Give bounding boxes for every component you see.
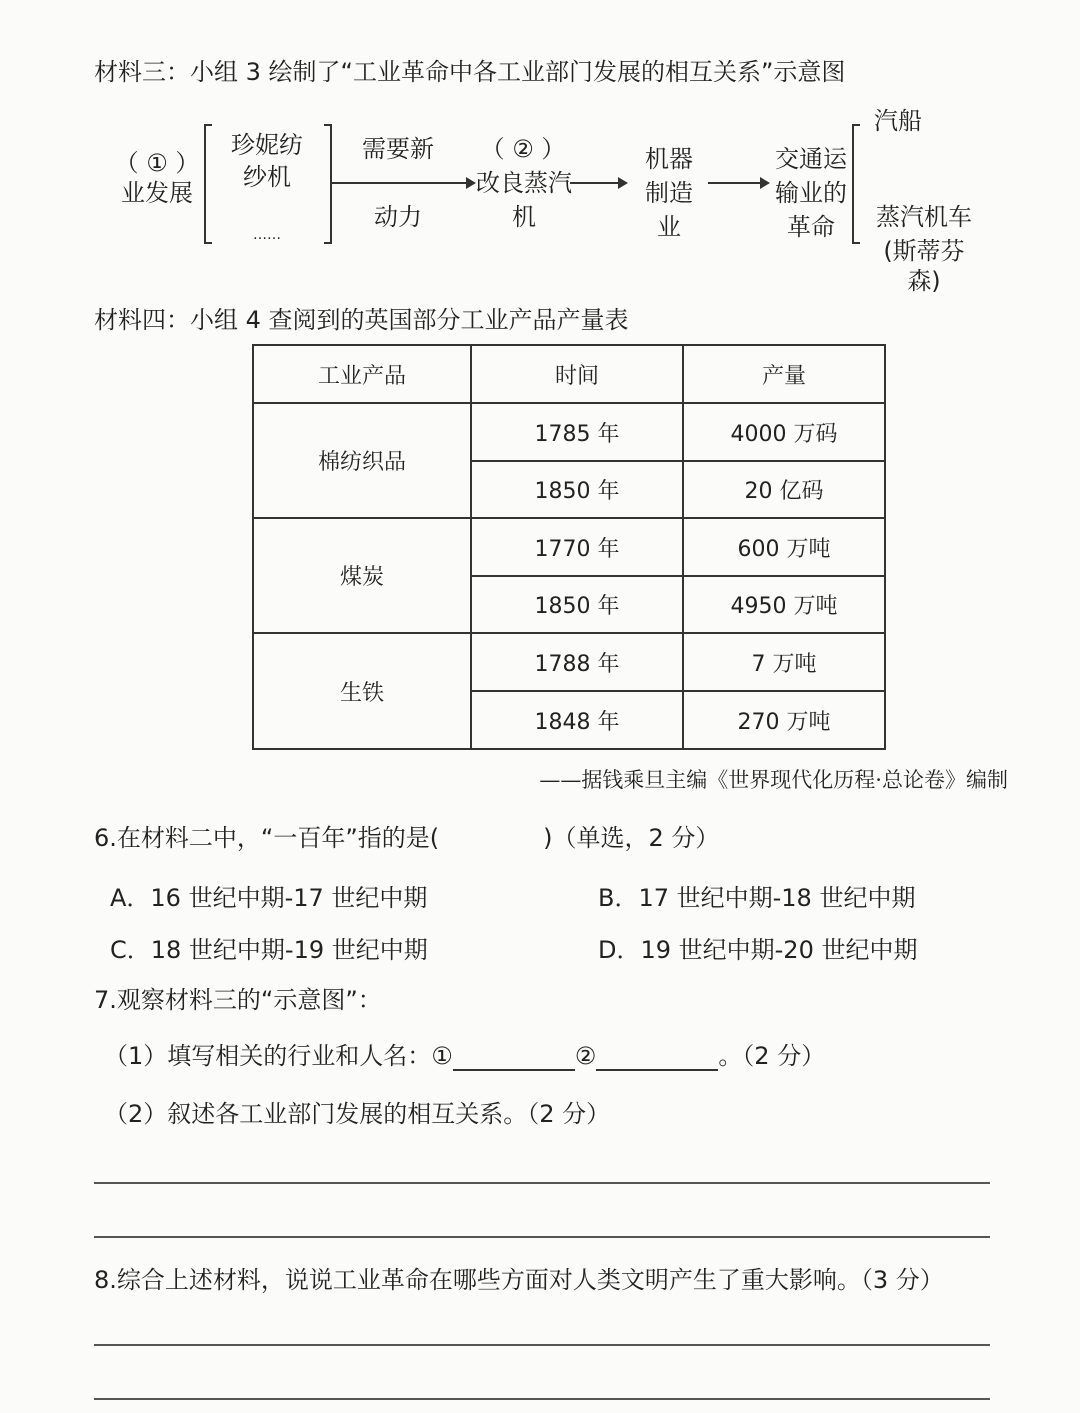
material3-heading: 材料三：小组 3 绘制了“工业革命中各工业部门发展的相互关系”示意图 bbox=[94, 58, 846, 86]
quantity-cell: 600 万吨 bbox=[683, 518, 885, 576]
diagram-output-locomotive: 蒸汽机车 bbox=[876, 203, 972, 231]
answer-line[interactable] bbox=[94, 1398, 990, 1400]
right-bracket bbox=[852, 124, 860, 244]
quantity-cell: 4000 万码 bbox=[683, 403, 885, 461]
production-table bbox=[252, 344, 886, 750]
year-cell: 1785 年 bbox=[471, 403, 683, 461]
quantity-cell: 270 万吨 bbox=[683, 691, 885, 749]
year-cell: 1850 年 bbox=[471, 576, 683, 633]
diagram-need-top: 需要新 bbox=[362, 135, 434, 163]
arrow-1 bbox=[330, 182, 474, 184]
diagram-invention-line1: 珍妮纺 bbox=[231, 131, 303, 159]
answer-line[interactable] bbox=[94, 1236, 990, 1238]
diagram-invention-more: …… bbox=[253, 227, 281, 243]
q6-option-d[interactable]: D．19 世纪中期-20 世纪中期 bbox=[598, 936, 918, 964]
diagram-output-stephenson: (斯蒂芬森) bbox=[883, 237, 965, 295]
table-header-time: 时间 bbox=[471, 345, 683, 403]
left-bracket-close bbox=[324, 124, 332, 244]
q7-part2: （2）叙述各工业部门发展的相互关系。（2 分） bbox=[104, 1100, 611, 1128]
q6-stem: 6.在材料二中，“一百年”指的是( )（单选，2 分） bbox=[94, 824, 720, 852]
arrow-3 bbox=[708, 182, 768, 184]
q8-stem: 8.综合上述材料，说说工业革命在哪些方面对人类文明产生了重大影响。（3 分） bbox=[94, 1266, 944, 1294]
diagram-need-bottom: 动力 bbox=[374, 203, 422, 231]
year-cell: 1848 年 bbox=[471, 691, 683, 749]
diagram-invention-line2: 纱机 bbox=[243, 163, 291, 191]
diagram-slot-2: （ ② ） bbox=[480, 135, 566, 163]
q7-stem: 7.观察材料三的“示意图”： bbox=[94, 986, 382, 1014]
diagram-transport-line3: 革命 bbox=[787, 213, 835, 241]
diagram-slot-1: （ ① ） bbox=[114, 149, 200, 177]
quantity-cell: 20 亿码 bbox=[683, 461, 885, 518]
table-row bbox=[253, 403, 885, 461]
material4-heading: 材料四：小组 4 查阅到的英国部分工业产品产量表 bbox=[94, 306, 629, 334]
quantity-cell: 4950 万吨 bbox=[683, 576, 885, 633]
diagram-machine-line1: 机器 bbox=[645, 145, 693, 173]
table-source: ——据钱乘旦主编《世界现代化历程·总论卷》编制 bbox=[539, 768, 1008, 792]
diagram-machine-line2: 制造 bbox=[645, 179, 693, 207]
diagram-slot-1-sub: 业发展 bbox=[121, 179, 193, 207]
diagram-steam-line2: 机 bbox=[512, 203, 536, 231]
diagram-transport-line2: 输业的 bbox=[775, 179, 847, 207]
year-cell: 1850 年 bbox=[471, 461, 683, 518]
diagram-output-steamship: 汽船 bbox=[874, 107, 922, 135]
product-cell: 棉纺织品 bbox=[253, 403, 471, 518]
q6-option-c[interactable]: C．18 世纪中期-19 世纪中期 bbox=[110, 936, 428, 964]
product-cell: 生铁 bbox=[253, 633, 471, 749]
left-bracket-open bbox=[204, 124, 212, 244]
answer-line[interactable] bbox=[94, 1344, 990, 1346]
q6-option-a[interactable]: A．16 世纪中期-17 世纪中期 bbox=[110, 884, 428, 912]
table-row bbox=[253, 633, 885, 691]
q7-part1: （1）填写相关的行业和人名：① ② 。（2 分） bbox=[104, 1042, 826, 1070]
table-header-product: 工业产品 bbox=[253, 345, 471, 403]
diagram-transport-line1: 交通运 bbox=[775, 145, 847, 173]
product-cell: 煤炭 bbox=[253, 518, 471, 633]
diagram-steam-line1: 改良蒸汽 bbox=[476, 169, 572, 197]
year-cell: 1788 年 bbox=[471, 633, 683, 691]
quantity-cell: 7 万吨 bbox=[683, 633, 885, 691]
table-row bbox=[253, 518, 885, 576]
year-cell: 1770 年 bbox=[471, 518, 683, 576]
diagram-machine-line3: 业 bbox=[657, 213, 681, 241]
answer-line[interactable] bbox=[94, 1182, 990, 1184]
q6-option-b[interactable]: B．17 世纪中期-18 世纪中期 bbox=[598, 884, 916, 912]
q7-blank-2[interactable] bbox=[596, 1045, 718, 1071]
arrow-2 bbox=[570, 182, 626, 184]
q7-blank-1[interactable] bbox=[453, 1045, 575, 1071]
table-header-output: 产量 bbox=[683, 345, 885, 403]
